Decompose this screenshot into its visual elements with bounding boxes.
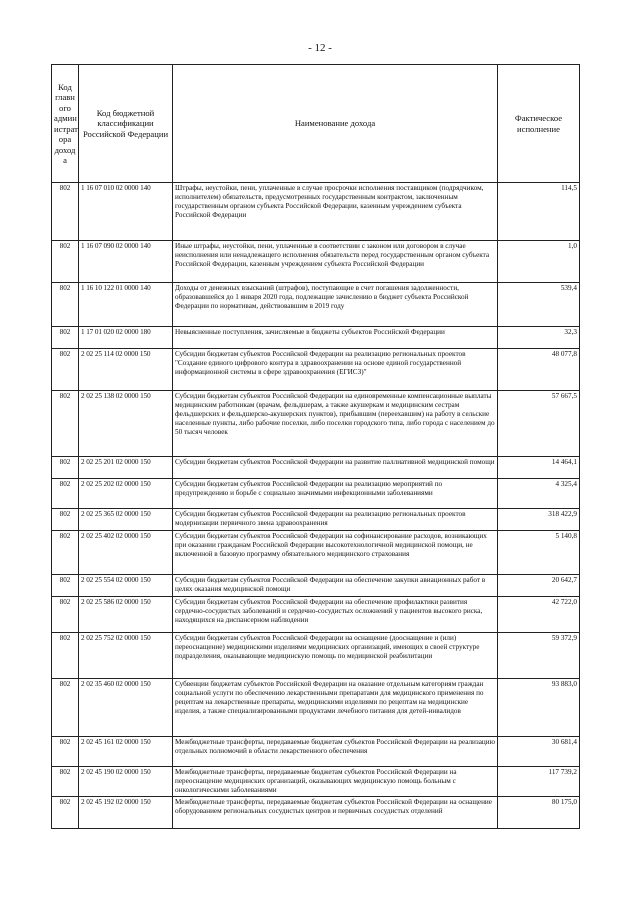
amount-cell: 80 175,0: [498, 797, 580, 829]
budget-code-cell: 1 16 07 010 02 0000 140: [79, 183, 173, 241]
budget-code-cell: 2 02 45 190 02 0000 150: [79, 767, 173, 797]
amount-cell: 4 325,4: [498, 479, 580, 509]
admin-code-cell: 802: [52, 797, 79, 829]
revenue-name-cell: Субсидии бюджетам субъектов Российской Федерации на развитие паллиативной медицинской помощи: [173, 457, 498, 479]
budget-code-cell: 2 02 25 201 02 0000 150: [79, 457, 173, 479]
admin-code-cell: 802: [52, 391, 79, 457]
table-row: [52, 391, 580, 457]
revenue-name-cell: Невыясненные поступления, зачисляемые в бюджеты субъектов Российской Федерации: [173, 327, 498, 349]
revenue-name-cell: Субсидии бюджетам субъектов Российской Федерации на реализацию региональных проектов модернизации первичного звена здравоохранения: [173, 509, 498, 531]
admin-code-cell: 802: [52, 327, 79, 349]
amount-cell: 32,3: [498, 327, 580, 349]
budget-code-cell: 1 16 07 090 02 0000 140: [79, 241, 173, 283]
revenue-name-cell: Доходы от денежных взысканий (штрафов), поступающие в счет погашения задолженности, образовавшейся до 1 января 2020 года, подлежащие зачислению в бюджет субъекта Российской Федерации по нормативам, действовавшим в 2019 году: [173, 283, 498, 327]
budget-code-cell: 2 02 25 402 02 0000 150: [79, 531, 173, 575]
table-row: [52, 509, 580, 531]
admin-code-cell: 802: [52, 283, 79, 327]
admin-code-cell: 802: [52, 633, 79, 679]
header-revenue-name: Наименование дохода: [173, 65, 498, 183]
table-row: [52, 283, 580, 327]
header-budget-code: Код бюджетной классификации Российской Федерации: [79, 65, 173, 183]
amount-cell: 42 722,0: [498, 597, 580, 633]
revenue-name-cell: Межбюджетные трансферты, передаваемые бюджетам субъектов Российской Федерации на оснащение оборудованием региональных сосудистых центров и первичных сосудистых отделений: [173, 797, 498, 829]
table-row: [52, 679, 580, 737]
revenue-name-cell: Субсидии бюджетам субъектов Российской Федерации на реализацию мероприятий по предупреждению и борьбе с социально значимыми инфекционными заболеваниями: [173, 479, 498, 509]
amount-cell: 5 140,8: [498, 531, 580, 575]
admin-code-cell: 802: [52, 183, 79, 241]
admin-code-cell: 802: [52, 479, 79, 509]
amount-cell: 93 883,0: [498, 679, 580, 737]
table-row: [52, 531, 580, 575]
table-row: [52, 457, 580, 479]
amount-cell: 57 667,5: [498, 391, 580, 457]
budget-code-cell: 2 02 45 192 02 0000 150: [79, 797, 173, 829]
admin-code-cell: 802: [52, 349, 79, 391]
budget-code-cell: 2 02 25 365 02 0000 150: [79, 509, 173, 531]
revenue-name-cell: Субсидии бюджетам субъектов Российской Федерации на обеспечение профилактики развития сердечно-сосудистых заболеваний и сердечно-сосудистых осложнений у пациентов высокого риска, находящихся на диспансерном наблюдении: [173, 597, 498, 633]
admin-code-cell: 802: [52, 241, 79, 283]
amount-cell: 114,5: [498, 183, 580, 241]
budget-code-cell: 2 02 25 586 02 0000 150: [79, 597, 173, 633]
admin-code-cell: 802: [52, 767, 79, 797]
admin-code-cell: 802: [52, 457, 79, 479]
table-row: [52, 327, 580, 349]
budget-code-cell: 1 17 01 020 02 0000 180: [79, 327, 173, 349]
admin-code-cell: 802: [52, 597, 79, 633]
amount-cell: 117 739,2: [498, 767, 580, 797]
header-admin-code: Код главн ого админ истрат ора доход а: [52, 65, 79, 183]
revenue-table: [51, 64, 580, 829]
table-row: [52, 183, 580, 241]
revenue-name-cell: Субвенции бюджетам субъектов Российской Федерации на оказание отдельным категориям граждан социальной услуги по обеспечению лекарственными препаратами для медицинского применения по рецептам на лекарственные препараты, медицинскими изделиями по рецептам на медицинские изделия, а также специализированными продуктами лечебного питания для детей-инвалидов: [173, 679, 498, 737]
amount-cell: 30 681,4: [498, 737, 580, 767]
table-row: [52, 575, 580, 597]
revenue-name-cell: Штрафы, неустойки, пени, уплаченные в случае просрочки исполнения поставщиком (подрядчиком, исполнителем) обязательств, предусмотренных государственным контрактом, заключенным государственным органом субъекта Российской Федерации, казенным учреждением субъекта Российской Федерации: [173, 183, 498, 241]
table-row: [52, 241, 580, 283]
revenue-name-cell: Субсидии бюджетам субъектов Российской Федерации на оснащение (дооснащение и (или) переоснащение) медицинскими изделиями медицинских организаций, имеющих в своей структуре подразделения, оказывающие медицинскую помощь по медицинской реабилитации: [173, 633, 498, 679]
budget-code-cell: 1 16 10 122 01 0000 140: [79, 283, 173, 327]
header-actual-amount: Фактическое исполнение: [498, 65, 580, 183]
budget-code-cell: 2 02 25 554 02 0000 150: [79, 575, 173, 597]
revenue-name-cell: Межбюджетные трансферты, передаваемые бюджетам субъектов Российской Федерации на реализацию отдельных полномочий в области лекарственного обеспечения: [173, 737, 498, 767]
revenue-name-cell: Межбюджетные трансферты, передаваемые бюджетам субъектов Российской Федерации на переоснащение медицинских организаций, оказывающих медицинскую помощь больным с онкологическими заболеваниями: [173, 767, 498, 797]
budget-code-cell: 2 02 25 114 02 0000 150: [79, 349, 173, 391]
budget-code-cell: 2 02 45 161 02 0000 150: [79, 737, 173, 767]
admin-code-cell: 802: [52, 531, 79, 575]
table-row: [52, 479, 580, 509]
amount-cell: 1,0: [498, 241, 580, 283]
revenue-name-cell: Субсидии бюджетам субъектов Российской Федерации на единовременные компенсационные выплаты медицинским работникам (врачам, фельдшерам, а также акушеркам и медицинским сестрам фельдшерских и фельдшерско-акушерских пунктов), прибывшим (переехавшим) на работу в сельские населенные пункты, либо рабочие поселки, либо поселки городского типа, либо города с населением до 50 тысяч человек: [173, 391, 498, 457]
amount-cell: 48 077,8: [498, 349, 580, 391]
amount-cell: 14 464,1: [498, 457, 580, 479]
page-number: - 12 -: [308, 42, 332, 54]
table-row: [52, 633, 580, 679]
table-row: [52, 797, 580, 829]
table-row: [52, 597, 580, 633]
amount-cell: 539,4: [498, 283, 580, 327]
amount-cell: 318 422,9: [498, 509, 580, 531]
amount-cell: 59 372,9: [498, 633, 580, 679]
admin-code-cell: 802: [52, 679, 79, 737]
admin-code-cell: 802: [52, 509, 79, 531]
revenue-name-cell: Субсидии бюджетам субъектов Российской Федерации на реализацию региональных проектов "Создание единого цифрового контура в здравоохранении на основе единой государственной информационной системы в сфере здравоохранения (ЕГИСЗ)": [173, 349, 498, 391]
table-row: [52, 737, 580, 767]
budget-code-cell: 2 02 25 202 02 0000 150: [79, 479, 173, 509]
table-row: [52, 349, 580, 391]
budget-code-cell: 2 02 25 138 02 0000 150: [79, 391, 173, 457]
admin-code-cell: 802: [52, 575, 79, 597]
revenue-name-cell: Иные штрафы, неустойки, пени, уплаченные в соответствии с законом или договором в случае неисполнения или ненадлежащего исполнения обязательств перед государственным органом субъекта Российской Федерации, казенным учреждением субъекта Российской Федерации: [173, 241, 498, 283]
table-header-row: [52, 65, 580, 183]
table-row: [52, 767, 580, 797]
budget-code-cell: 2 02 35 460 02 0000 150: [79, 679, 173, 737]
amount-cell: 20 642,7: [498, 575, 580, 597]
admin-code-cell: 802: [52, 737, 79, 767]
revenue-name-cell: Субсидии бюджетам субъектов Российской Федерации на софинансирование расходов, возникающих при оказании гражданам Российской Федерации высокотехнологичной медицинской помощи, не включенной в базовую программу обязательного медицинского страхования: [173, 531, 498, 575]
budget-code-cell: 2 02 25 752 02 0000 150: [79, 633, 173, 679]
revenue-name-cell: Субсидии бюджетам субъектов Российской Федерации на обеспечение закупки авиационных работ в целях оказания медицинской помощи: [173, 575, 498, 597]
